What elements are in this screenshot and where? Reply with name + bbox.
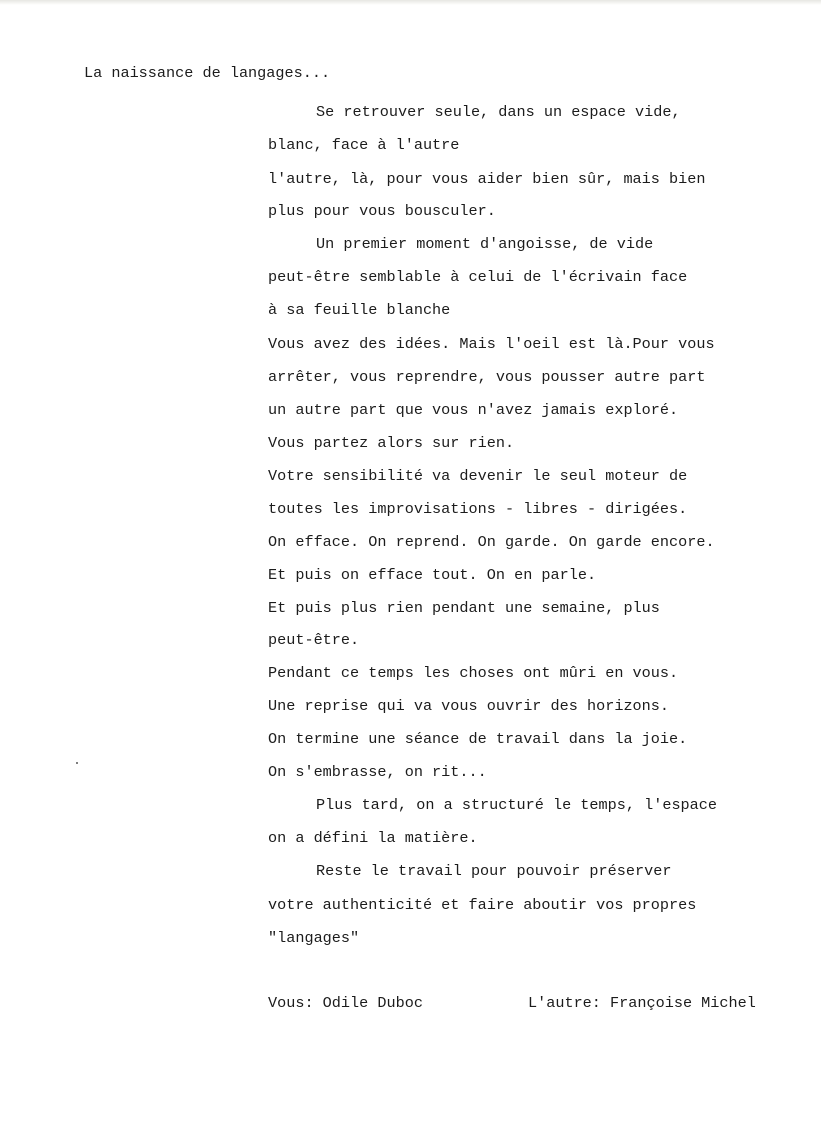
text-line: Se retrouver seule, dans un espace vide, [316, 103, 681, 121]
text-line: blanc, face à l'autre [268, 136, 460, 154]
text-line: toutes les improvisations - libres - dirigées. [268, 500, 688, 518]
text-line: Et puis on efface tout. On en parle. [268, 566, 597, 584]
text-line: Vous avez des idées. Mais l'oeil est là.Pour vous [268, 335, 715, 353]
paper-top-edge [0, 0, 821, 5]
text-line: On s'embrasse, on rit... [268, 763, 487, 781]
text-line: peut-être semblable à celui de l'écrivain face [268, 268, 688, 286]
text-line: un autre part que vous n'avez jamais exploré. [268, 401, 679, 419]
text-line: Votre sensibilité va devenir le seul moteur de [268, 467, 688, 485]
text-line: Et puis plus rien pendant une semaine, plus [268, 599, 660, 617]
text-line: On efface. On reprend. On garde. On garde encore. [268, 533, 715, 551]
text-line: Reste le travail pour pouvoir préserver [316, 862, 672, 880]
text-line: Plus tard, on a structuré le temps, l'espace [316, 796, 718, 814]
signature-right: L'autre: Françoise Michel [528, 994, 756, 1012]
text-line: Un premier moment d'angoisse, de vide [316, 235, 654, 253]
text-line: arrêter, vous reprendre, vous pousser autre part [268, 368, 706, 386]
text-line: Pendant ce temps les choses ont mûri en vous. [268, 664, 679, 682]
text-line: Vous partez alors sur rien. [268, 434, 515, 452]
text-line: peut-être. [268, 631, 360, 649]
document-title: La naissance de langages... [84, 64, 331, 82]
text-line: on a défini la matière. [268, 829, 478, 847]
text-line: "langages" [268, 929, 360, 947]
paper-speck [76, 762, 78, 764]
text-line: plus pour vous bousculer. [268, 202, 496, 220]
text-line: à sa feuille blanche [268, 301, 451, 319]
signature-left: Vous: Odile Duboc [268, 994, 423, 1012]
text-line: l'autre, là, pour vous aider bien sûr, mais bien [268, 170, 706, 188]
text-line: Une reprise qui va vous ouvrir des horizons. [268, 697, 670, 715]
text-line: votre authenticité et faire aboutir vos propres [268, 896, 697, 914]
text-line: On termine une séance de travail dans la joie. [268, 730, 688, 748]
